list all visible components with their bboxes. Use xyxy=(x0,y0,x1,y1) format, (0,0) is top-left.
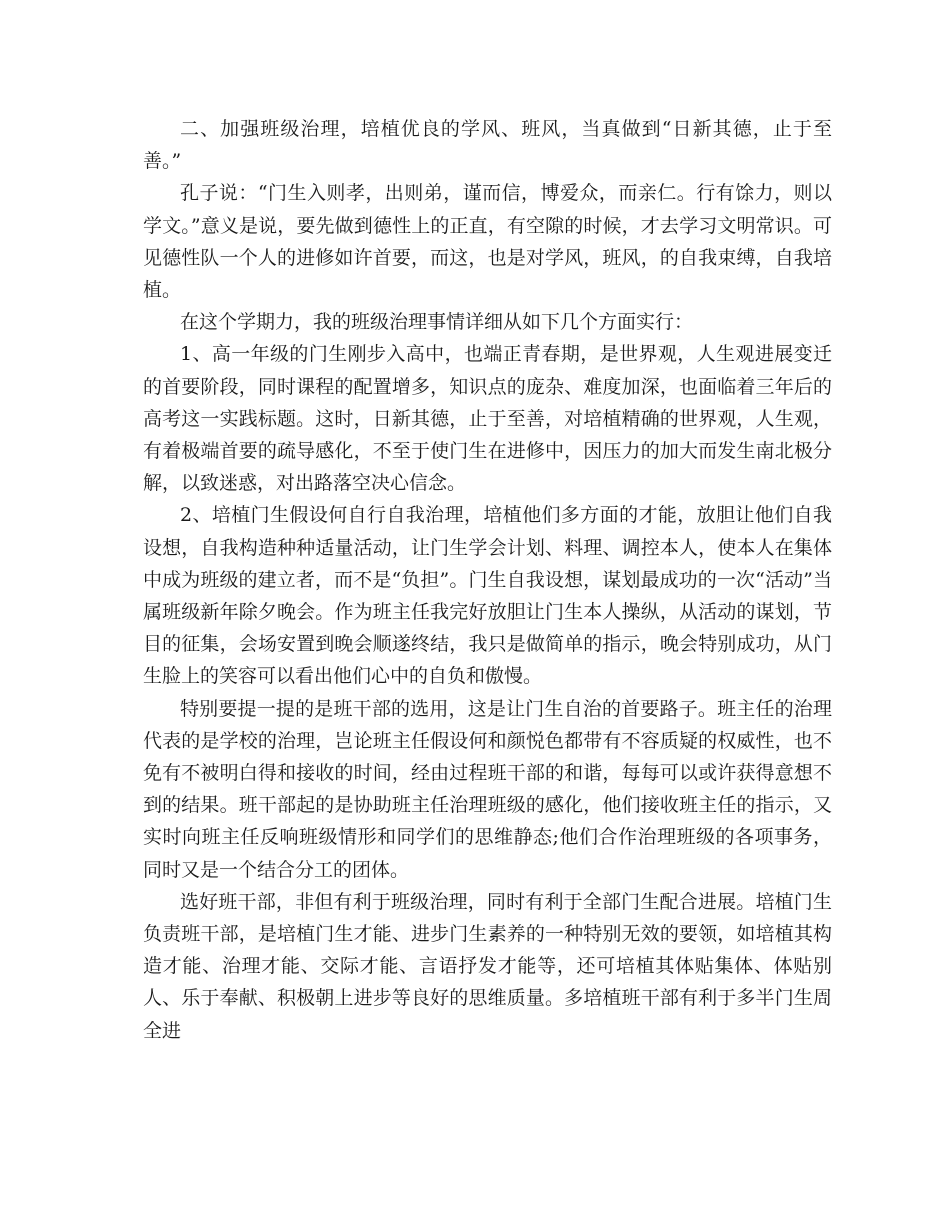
paragraph-confucius-quote: 孔子说：“门生入则孝，出则弟，谨而信，博爱众，而亲仁。行有馀力，则以学文。”意义是说，要先做到德性上的正直，有空隙的时候，才去学习文明常识。可见德性队一个人的进修如许首要，而这，也是对学风，班风，的自我束缚，自我培植。 xyxy=(143,182,832,302)
paragraph-point-2: 2、培植门生假设何自行自我治理，培植他们多方面的才能，放胆让他们自我设想，自我构造种种适量活动，让门生学会计划、料理、调控本人，使本人在集体中成为班级的建立者，而不是“负担”。门生自我设想，谋划最成功的一次“活动”当属班级新年除夕晚会。作为班主任我完好放胆让门生本人操纵，从活动的谋划，节目的征集，会场安置到晚会顺遂终结，我只是做简单的指示，晚会特别成功，从门生脸上的笑容可以看出他们心中的自负和傲慢。 xyxy=(143,504,832,688)
paragraph-choose-cadres: 选好班干部，非但有利于班级治理，同时有利于全部门生配合进展。培植门生负责班干部，是培植门生才能、进步门生素养的一种特别无效的要领，如培植其构造才能、治理才能、交际才能、言语抒发才能等，还可培植其体贴集体、体贴别人、乐于奉献、积极朝上进步等良好的思维质量。多培植班干部有利于多半门生周全进 xyxy=(143,890,832,1042)
paragraph-intro: 在这个学期力，我的班级治理事情详细从如下几个方面实行： xyxy=(180,311,694,334)
paragraph-point-1: 1、高一年级的门生刚步入高中，也端正青春期，是世界观，人生观进展变迁的首要阶段，同时课程的配置增多，知识点的庞杂、难度加深，也面临着三年后的高考这一实践标题。这时，日新其德，止于至善，对培植精确的世界观，人生观，有着极端首要的疏导感化，不至于使门生在进修中，因压力的加大而发生南北极分解，以致迷惑，对出路落空决心信念。 xyxy=(143,343,832,495)
document-body xyxy=(143,113,832,1047)
paragraph-section-heading: 二、加强班级治理，培植优良的学风、班风，当真做到“日新其德，止于至善。” xyxy=(143,118,832,173)
paragraph-class-cadres: 特别要提一提的是班干部的选用，这是让门生自治的首要路子。班主任的治理代表的是学校的治理，岂论班主任假设何和颜悦色都带有不容质疑的权威性，也不免有不被明白得和接收的时间，经由过程班干部的和谐，每每可以或许获得意想不到的结果。班干部起的是协助班主任治理班级的感化，他们接收班主任的指示，又实时向班主任反响班级情形和同学们的思维静态;他们合作治理班级的各项事务，同时又是一个结合分工的团体。 xyxy=(143,697,832,881)
